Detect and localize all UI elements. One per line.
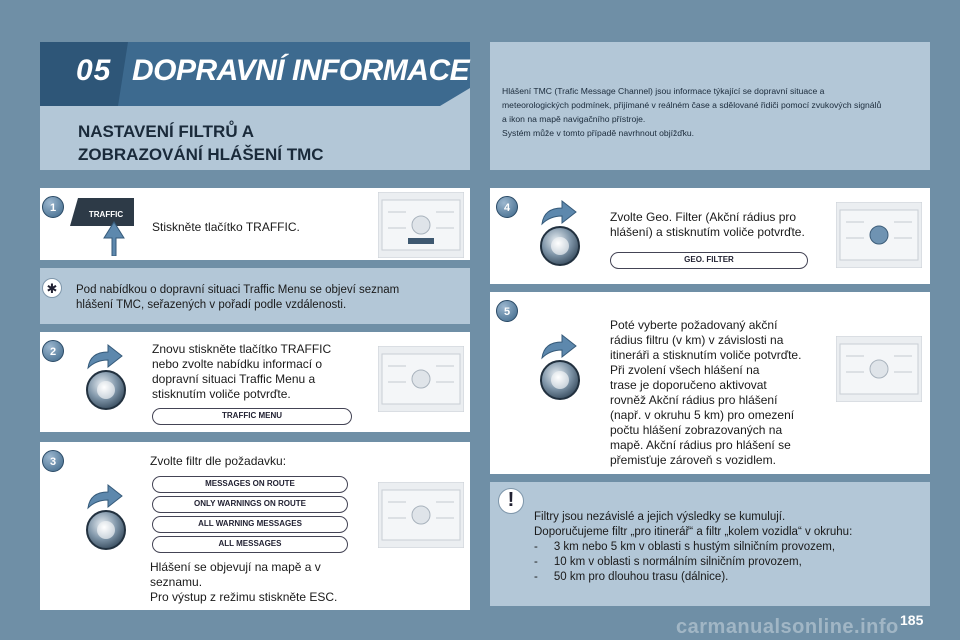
rotate-arrow-icon: [538, 332, 578, 360]
step-3-panel: [40, 442, 470, 610]
warning-bullet: - 10 km v oblasti s normálním silničním provozem,: [534, 556, 802, 568]
traffic-button-label: TRAFFIC: [88, 210, 124, 219]
rotate-arrow-icon: [538, 198, 578, 226]
step-4-panel: [490, 188, 930, 284]
filter-option-all-messages: ALL MESSAGES: [152, 536, 348, 553]
warning-bullet: - 3 km nebo 5 km v oblasti s hustým silničním provozem,: [534, 541, 836, 553]
step-2-number: 2: [42, 340, 64, 362]
radio-unit-icon: [836, 202, 922, 268]
geo-filter-pill: GEO. FILTER: [610, 252, 808, 269]
rotary-knob-icon: [86, 370, 126, 410]
rotate-arrow-icon: [84, 342, 124, 370]
intro-panel: [490, 42, 930, 170]
watermark: carmanualsonline.info: [676, 616, 899, 638]
page-number: 185: [900, 612, 924, 628]
filter-option-messages-on-route: MESSAGES ON ROUTE: [152, 476, 348, 493]
step-4-number: 4: [496, 196, 518, 218]
intro-text: Hlášení TMC (Trafic Message Channel) jsou informace týkající se dopravní situace a meteorologických podmínek, přijímané v reálném čase a sdělované řidiči pomocí zvukových signálů a ikon na mapě navigačního přístroje. Systém může v tomto případě navrhnout objížďku.: [502, 86, 882, 138]
step-2-panel: [40, 332, 470, 432]
light-bulb-icon: ✱: [42, 278, 62, 298]
warning-text: Filtry jsou nezávislé a jejich výsledky se kumulují. Doporučujeme filtr „pro itinerář“ a filtr „kolem vozidla“ v okruhu: - 3 km nebo 5 km v oblasti s hustým silničním provozem, - 10 km v oblasti s normálním silničním provozem, - 50 km pro dlouhou trasu (dálnice).: [534, 511, 853, 583]
info-text: Pod nabídkou o dopravní situaci Traffic Menu se objeví seznam hlášení TMC, seřazených v pořadí podle vzdálenosti.: [76, 284, 400, 311]
step-2-text: Znovu stiskněte tlačítko TRAFFIC nebo zvolte nabídku informací o dopravní situaci Traffic Menu a stisknutím voliče potvrďte.: [152, 342, 332, 401]
step-1-text: Stiskněte tlačítko TRAFFIC.: [152, 220, 300, 234]
filter-option-all-warning-messages: ALL WARNING MESSAGES: [152, 516, 348, 533]
radio-unit-icon: [378, 346, 464, 412]
radio-unit-icon: [378, 192, 464, 258]
chapter-number: 05: [76, 54, 112, 87]
rotary-knob-icon: [540, 226, 580, 266]
radio-unit-icon: [836, 336, 922, 402]
step-5-number: 5: [496, 300, 518, 322]
step-4-text: Zvolte Geo. Filter (Akční rádius pro hlášení) a stisknutím voliče potvrďte.: [610, 210, 805, 239]
step-3-text: Zvolte filtr dle požadavku:: [150, 454, 287, 468]
info-panel: [40, 268, 470, 324]
step-1-number: 1: [42, 196, 64, 218]
traffic-menu-pill: TRAFFIC MENU: [152, 408, 352, 425]
header-panel: [40, 42, 470, 170]
exclamation-icon: !: [498, 488, 524, 514]
chapter-title: DOPRAVNÍ INFORMACE: [132, 54, 470, 87]
step-3-after-text: Hlášení se objevují na mapě a v seznamu. Pro výstup z režimu stiskněte ESC.: [150, 560, 338, 604]
warning-panel: [490, 482, 930, 606]
rotate-arrow-icon: [84, 482, 124, 510]
radio-unit-icon: [378, 482, 464, 548]
section-subtitle: NASTAVENÍ FILTRŮ A ZOBRAZOVÁNÍ HLÁŠENÍ TMC: [78, 122, 324, 164]
rotary-knob-icon: [540, 360, 580, 400]
traffic-button-icon: [70, 194, 136, 256]
step-5-text: Poté vyberte požadovaný akční rádius filtru (v km) v závislosti na itineráři a stisknutím voliče potvrďte. Při zvolení všech hlášení na trase je doporučeno aktivovat rovněž Akční rádius pro hlášení (např. v okruhu 5 km) pro omezení počtu hlášení zobrazovaných na mapě. Akční rádius pro hlášení se přemisťuje zároveň s vozidlem.: [610, 318, 802, 467]
filter-option-only-warnings-on-route: ONLY WARNINGS ON ROUTE: [152, 496, 348, 513]
step-3-number: 3: [42, 450, 64, 472]
step-1-panel: [40, 188, 470, 260]
warning-bullet: - 50 km pro dlouhou trasu (dálnice).: [534, 571, 729, 583]
step-5-panel: [490, 292, 930, 474]
rotary-knob-icon: [86, 510, 126, 550]
